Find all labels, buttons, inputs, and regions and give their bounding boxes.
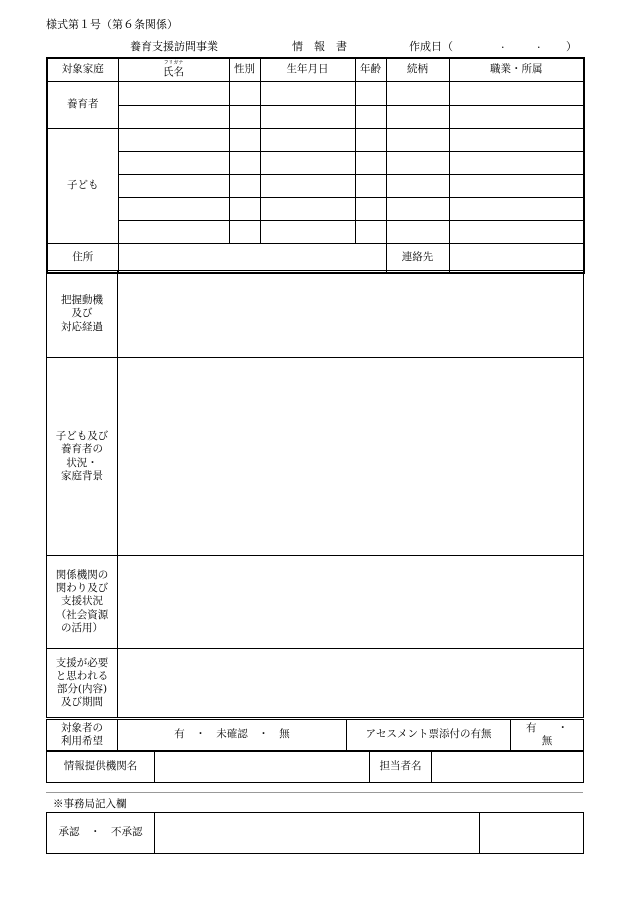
child-2-relation[interactable] <box>386 152 449 175</box>
situation-row <box>47 358 584 556</box>
office-divider <box>46 792 583 793</box>
person-field[interactable] <box>432 752 584 783</box>
header-line <box>0 38 630 52</box>
child-2-age[interactable] <box>355 152 386 175</box>
motive-field[interactable] <box>118 271 584 358</box>
document-title: 情 報 書 <box>292 40 347 53</box>
guardian-1-age[interactable] <box>355 82 386 106</box>
col-name-ruby: フリガナ <box>163 60 184 67</box>
approval-options[interactable]: 承認 ・ 不承認 <box>47 813 155 854</box>
child-2-sex[interactable] <box>229 152 260 175</box>
col-family: 対象家庭 <box>47 58 118 82</box>
col-sex: 性別 <box>229 58 260 82</box>
child-1-relation[interactable] <box>386 129 449 152</box>
child-1-name[interactable] <box>118 129 229 152</box>
agencies-row <box>47 556 584 649</box>
col-relation: 続柄 <box>386 58 449 82</box>
child-3-job[interactable] <box>449 175 584 198</box>
wish-table <box>46 719 589 751</box>
contact-label: 連絡先 <box>386 244 449 274</box>
guardian-label: 養育者 <box>47 82 118 129</box>
address-label: 住所 <box>47 244 118 274</box>
guardian-1-name[interactable] <box>118 82 229 106</box>
motive-row <box>47 271 584 358</box>
child-2-name[interactable] <box>118 152 229 175</box>
support-row <box>47 649 584 718</box>
child-4-dob[interactable] <box>260 198 355 221</box>
office-field[interactable] <box>155 813 480 854</box>
child-4-relation[interactable] <box>386 198 449 221</box>
guardian-row-2 <box>47 105 584 129</box>
address-row <box>47 244 584 274</box>
col-dob: 生年月日 <box>260 58 355 82</box>
child-3-dob[interactable] <box>260 175 355 198</box>
child-1-job[interactable] <box>449 129 584 152</box>
child-3-relation[interactable] <box>386 175 449 198</box>
org-label: 情報提供機関名 <box>47 752 155 783</box>
provider-table <box>46 751 584 783</box>
family-table <box>46 57 585 274</box>
child-5-job[interactable] <box>449 221 584 244</box>
col-name <box>118 58 229 82</box>
guardian-2-name[interactable] <box>118 105 229 129</box>
assessment-label: アセスメント票添付の有無 <box>347 720 511 751</box>
office-label: ※事務局記入欄 <box>53 798 127 810</box>
guardian-1-job[interactable] <box>449 82 584 106</box>
assessment-options[interactable]: 有 ・ 無 <box>511 720 584 751</box>
details-table <box>46 270 584 718</box>
guardian-2-age[interactable] <box>355 105 386 129</box>
col-age: 年齢 <box>355 58 386 82</box>
child-4-sex[interactable] <box>229 198 260 221</box>
guardian-row-1 <box>47 82 584 106</box>
child-1-age[interactable] <box>355 129 386 152</box>
person-label: 担当者名 <box>370 752 432 783</box>
date-sep-1: . <box>501 38 505 51</box>
form-number: 様式第１号（第６条関係） <box>46 18 178 31</box>
child-3-sex[interactable] <box>229 175 260 198</box>
col-job: 職業・所属 <box>449 58 584 82</box>
child-5-relation[interactable] <box>386 221 449 244</box>
family-header-row <box>47 58 584 82</box>
child-4-age[interactable] <box>355 198 386 221</box>
situation-field[interactable] <box>118 358 584 556</box>
situation-label: 子ども及び 養育者の 状況・ 家庭背景 <box>47 358 118 556</box>
provider-row <box>47 752 584 783</box>
office-row <box>47 813 584 854</box>
agencies-field[interactable] <box>118 556 584 649</box>
child-3-name[interactable] <box>118 175 229 198</box>
office-stamp-field[interactable] <box>480 813 584 854</box>
child-4-name[interactable] <box>118 198 229 221</box>
child-row-1 <box>47 129 584 152</box>
child-label: 子ども <box>47 129 118 244</box>
child-2-dob[interactable] <box>260 152 355 175</box>
wish-label: 対象者の 利用希望 <box>47 720 118 751</box>
guardian-2-dob[interactable] <box>260 105 355 129</box>
project-name: 養育支援訪問事業 <box>130 40 218 53</box>
wish-row <box>47 720 584 751</box>
agencies-label: 関係機関の 関わり及び 支援状況 （社会資源 の活用） <box>47 556 118 649</box>
child-1-sex[interactable] <box>229 129 260 152</box>
office-table <box>46 812 584 854</box>
child-2-job[interactable] <box>449 152 584 175</box>
contact-field[interactable] <box>449 244 584 274</box>
guardian-2-job[interactable] <box>449 105 584 129</box>
child-row-3 <box>47 175 584 198</box>
wish-options[interactable]: 有 ・ 未確認 ・ 無 <box>118 720 347 751</box>
guardian-1-relation[interactable] <box>386 82 449 106</box>
org-field[interactable] <box>155 752 370 783</box>
motive-label: 把握動機 及び 対応経過 <box>47 271 118 358</box>
date-close: ） <box>566 40 577 53</box>
guardian-1-dob[interactable] <box>260 82 355 106</box>
guardian-2-relation[interactable] <box>386 105 449 129</box>
date-sep-2: . <box>537 38 541 51</box>
guardian-1-sex[interactable] <box>229 82 260 106</box>
child-3-age[interactable] <box>355 175 386 198</box>
child-5-sex[interactable] <box>229 221 260 244</box>
child-1-dob[interactable] <box>260 129 355 152</box>
child-4-job[interactable] <box>449 198 584 221</box>
guardian-2-sex[interactable] <box>229 105 260 129</box>
date-label: 作成日（ <box>409 40 453 53</box>
child-row-2 <box>47 152 584 175</box>
child-5-name[interactable] <box>118 221 229 244</box>
child-5-dob[interactable] <box>260 221 355 244</box>
support-field[interactable] <box>118 649 584 718</box>
child-row-4 <box>47 198 584 221</box>
child-row-5 <box>47 221 584 244</box>
child-5-age[interactable] <box>355 221 386 244</box>
support-label: 支援が必要 と思われる 部分(内容) 及び期間 <box>47 649 118 718</box>
col-name-label: 氏名 <box>163 66 184 79</box>
address-field[interactable] <box>118 244 386 274</box>
